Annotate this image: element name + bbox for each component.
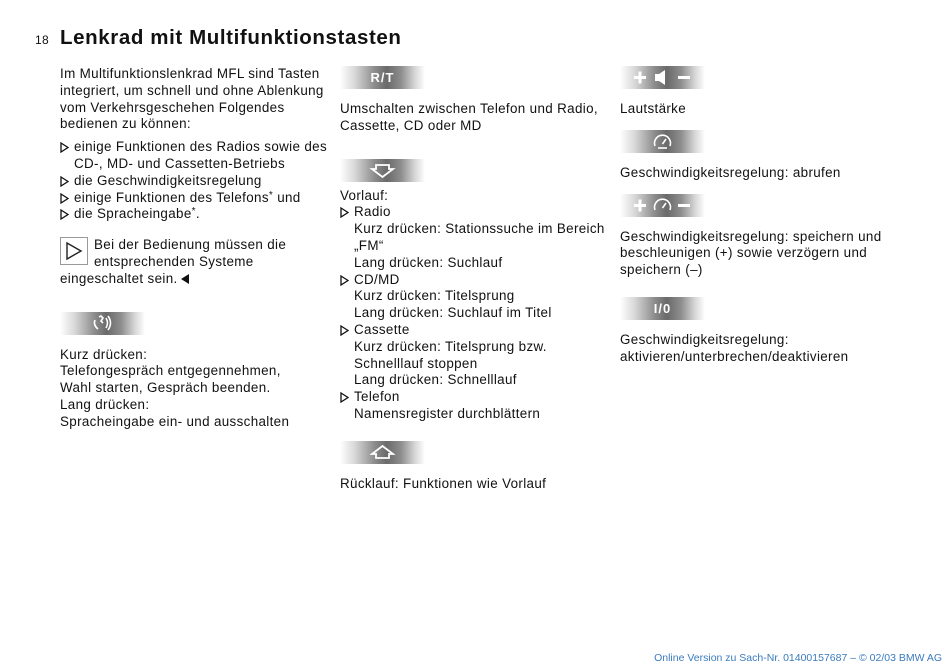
rewind-button bbox=[340, 441, 425, 464]
list-item: einige Funktionen des Telefons* und bbox=[60, 190, 330, 207]
cruise-toggle-text: Geschwindigkeitsregelung: aktivieren/unterbrechen/deaktivieren bbox=[620, 331, 849, 364]
bullet-triangle-icon bbox=[340, 392, 348, 402]
forward-button bbox=[340, 159, 425, 182]
list-item: die Geschwindigkeitsregelung bbox=[60, 173, 330, 190]
cruise-store-text: Geschwindigkeitsregelung: speichern und beschleunigen (+) sowie verzögern und speichern (–) bbox=[620, 228, 882, 278]
bullet-triangle-icon bbox=[340, 325, 348, 335]
volume-button bbox=[620, 66, 705, 89]
forward-heading: Vorlauf: bbox=[340, 187, 389, 203]
bullet-triangle-icon bbox=[60, 142, 68, 152]
rt-text: Umschalten zwischen Telefon und Radio, Cassette, CD oder MD bbox=[340, 101, 598, 133]
column-intro bbox=[60, 66, 330, 431]
rewind-text: Rücklauf: Funktionen wie Vorlauf bbox=[340, 475, 547, 491]
phone-text-line: Lang drücken: bbox=[60, 396, 150, 412]
feature-list bbox=[60, 139, 330, 223]
page-title: Lenkrad mit Multifunktionstasten bbox=[60, 26, 402, 49]
note-triangle-icon bbox=[60, 237, 88, 265]
option-star: * bbox=[191, 206, 196, 218]
arrow-down-icon bbox=[340, 159, 425, 182]
footer-copyright: Online Version zu Sach-Nr. 01400157687 – © 02/03 BMW AG bbox=[654, 652, 942, 664]
phone-text-line: Telefongespräch entgegennehmen, bbox=[60, 363, 281, 379]
note-box bbox=[60, 237, 330, 287]
arrow-up-icon bbox=[340, 441, 425, 464]
rt-button bbox=[340, 66, 425, 89]
cruise-toggle-label: I/0 bbox=[653, 300, 672, 316]
column-volume-cruise bbox=[620, 66, 910, 366]
cruise-recall-text: Geschwindigkeitsregelung: abrufen bbox=[620, 164, 841, 180]
list-item: Radio Kurz drücken: Stationssuche im Bereich „FM“ Lang drücken: Suchlauf bbox=[340, 204, 608, 271]
speedometer-icon bbox=[620, 130, 705, 153]
list-item: die Spracheingabe*. bbox=[60, 206, 330, 223]
phone-text-line: Wahl starten, Gespräch beenden. bbox=[60, 380, 271, 396]
bullet-triangle-icon bbox=[60, 193, 68, 203]
list-item: Telefon Namensregister durchblättern bbox=[340, 389, 608, 423]
volume-plus-minus-icon bbox=[620, 66, 705, 89]
phone-text-line: Kurz drücken: bbox=[60, 346, 148, 362]
column-media bbox=[340, 66, 608, 493]
bullet-triangle-icon bbox=[340, 275, 348, 285]
list-item: Cassette Kurz drücken: Titelsprung bzw. Schnelllauf stoppen Lang drücken: Schnelllauf bbox=[340, 322, 608, 389]
forward-list bbox=[340, 204, 608, 422]
rt-button-label: R/T bbox=[370, 70, 395, 85]
page-number: 18 bbox=[35, 33, 50, 47]
intro-paragraph: Im Multifunktionslenkrad MFL sind Tasten integriert, um schnell und ohne Ablenkung vom Verkehrsgeschehen Folgendes bedienen zu können: bbox=[60, 66, 324, 132]
list-item: CD/MD Kurz drücken: Titelsprung Lang drücken: Suchlauf im Titel bbox=[340, 272, 608, 322]
option-star: * bbox=[268, 189, 274, 201]
phone-button bbox=[60, 312, 145, 335]
bullet-triangle-icon bbox=[60, 176, 68, 186]
bullet-triangle-icon bbox=[340, 207, 348, 217]
cruise-store-button bbox=[620, 194, 705, 217]
cruise-toggle-button bbox=[620, 297, 705, 320]
end-mark-icon bbox=[181, 274, 189, 284]
cruise-plus-minus-icon bbox=[620, 194, 705, 217]
bullet-triangle-icon bbox=[60, 209, 68, 219]
note-text: Bei der Bedienung müssen die entsprechenden Systeme eingeschaltet sein. bbox=[60, 237, 287, 286]
cruise-recall-button bbox=[620, 130, 705, 153]
list-item: einige Funktionen des Radios sowie des CD-, MD- und Cassetten-Betriebs bbox=[60, 139, 330, 173]
phone-text-line: Spracheingabe ein- und ausschalten bbox=[60, 413, 290, 429]
phone-voice-icon bbox=[60, 312, 145, 335]
volume-text: Lautstärke bbox=[620, 101, 687, 116]
